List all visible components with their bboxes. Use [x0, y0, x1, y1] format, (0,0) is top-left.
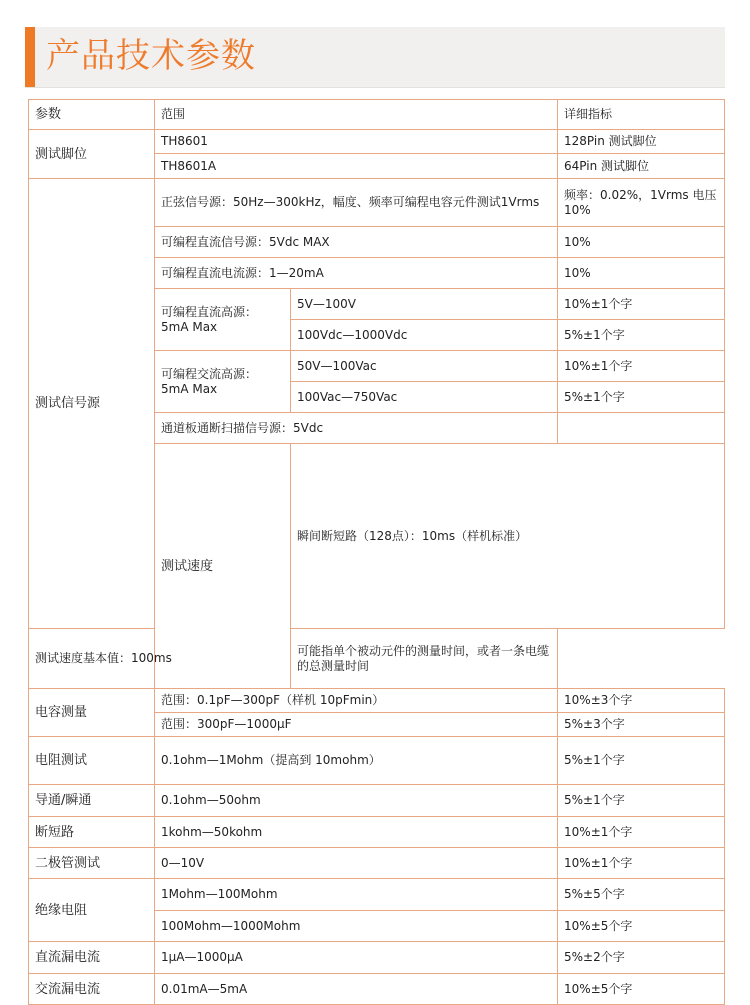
detail-cell: 5%±1个字	[558, 382, 725, 413]
detail-cell: 10%±1个字	[558, 848, 725, 879]
detail-cell: 10%±1个字	[558, 817, 725, 848]
range-cell: 0—10V	[155, 848, 558, 879]
detail-cell: 10%±5个字	[558, 974, 725, 1005]
table-row	[29, 737, 725, 785]
table-row	[29, 179, 725, 227]
range-cell: 100Mohm—1000Mohm	[155, 911, 558, 942]
param-diode: 二极管测试	[29, 848, 155, 879]
range-cell: 可编程直流电流源：1—20mA	[155, 258, 558, 289]
detail-cell: 可能指单个被动元件的测量时间，或者一条电缆的总测量时间	[291, 629, 558, 689]
detail-cell: 10%	[558, 227, 725, 258]
table-row	[29, 785, 725, 817]
range-cell: TH8601A	[155, 154, 558, 179]
detail-cell: 频率：0.02%，1Vrms 电压10%	[558, 179, 725, 227]
detail-cell: 5%±5个字	[558, 879, 725, 911]
detail-cell: 10%±1个字	[558, 351, 725, 382]
spec-table	[28, 99, 725, 1005]
range-cell: 瞬间断短路（128点）：10ms（样机标准）	[291, 444, 725, 629]
section-header	[25, 27, 725, 88]
subrange-cell: 50V—100Vac	[291, 351, 558, 382]
table-header-row	[29, 100, 725, 130]
param-continuity: 导通/瞬通	[29, 785, 155, 817]
table-row	[29, 974, 725, 1005]
range-cell: 1kohm—50kohm	[155, 817, 558, 848]
param-test-pins: 测试脚位	[29, 130, 155, 179]
subrange-cell: 100Vdc—1000Vdc	[291, 320, 558, 351]
range-cell: 可编程直流信号源：5Vdc MAX	[155, 227, 558, 258]
detail-cell: 10%±1个字	[558, 289, 725, 320]
param-insulation: 绝缘电阻	[29, 879, 155, 942]
detail-cell: 5%±1个字	[558, 320, 725, 351]
param-dc-leakage: 直流漏电流	[29, 942, 155, 974]
range-cell: 测试速度基本值：100ms	[29, 629, 291, 689]
header-range: 范围	[155, 100, 558, 130]
detail-cell: 5%±1个字	[558, 785, 725, 817]
range-cell: 0.1ohm—1Mohm（提高到 10mohm）	[155, 737, 558, 785]
header-param: 参数	[29, 100, 155, 130]
table-row	[29, 689, 725, 713]
range-cell: TH8601	[155, 130, 558, 154]
range-cell: 可编程交流高源：5mA Max	[155, 351, 291, 413]
table-row	[29, 879, 725, 911]
range-cell: 范围：300pF—1000μF	[155, 713, 558, 737]
param-capacitance: 电容测量	[29, 689, 155, 737]
table-row	[29, 942, 725, 974]
table-row	[29, 629, 725, 689]
param-open-short: 断短路	[29, 817, 155, 848]
table-row	[29, 130, 725, 154]
detail-cell: 5%±1个字	[558, 737, 725, 785]
range-cell: 可编程直流高源：5mA Max	[155, 289, 291, 351]
range-cell: 1μA—1000μA	[155, 942, 558, 974]
table-row	[29, 848, 725, 879]
detail-cell	[558, 413, 725, 444]
range-cell: 1Mohm—100Mohm	[155, 879, 558, 911]
detail-cell: 5%±3个字	[558, 713, 725, 737]
range-cell: 正弦信号源：50Hz—300kHz，幅度、频率可编程电容元件测试1Vrms	[155, 179, 558, 227]
section-title: 产品技术参数	[46, 36, 256, 76]
detail-cell: 64Pin 测试脚位	[558, 154, 725, 179]
accent-bar	[25, 27, 35, 87]
detail-cell: 10%±3个字	[558, 689, 725, 713]
header-detail: 详细指标	[558, 100, 725, 130]
range-cell: 0.1ohm—50ohm	[155, 785, 558, 817]
table-row	[29, 817, 725, 848]
param-resistance: 电阻测试	[29, 737, 155, 785]
detail-cell: 128Pin 测试脚位	[558, 130, 725, 154]
range-cell: 通道板通断扫描信号源：5Vdc	[155, 413, 558, 444]
range-cell: 0.01mA—5mA	[155, 974, 558, 1005]
subrange-cell: 100Vac—750Vac	[291, 382, 558, 413]
subrange-cell: 5V—100V	[291, 289, 558, 320]
param-test-speed: 测试速度	[155, 444, 291, 689]
detail-cell: 5%±2个字	[558, 942, 725, 974]
detail-cell: 10%	[558, 258, 725, 289]
param-test-signal: 测试信号源	[29, 179, 155, 629]
range-cell: 范围：0.1pF—300pF（样机 10pFmin）	[155, 689, 558, 713]
param-ac-leakage: 交流漏电流	[29, 974, 155, 1005]
detail-cell: 10%±5个字	[558, 911, 725, 942]
